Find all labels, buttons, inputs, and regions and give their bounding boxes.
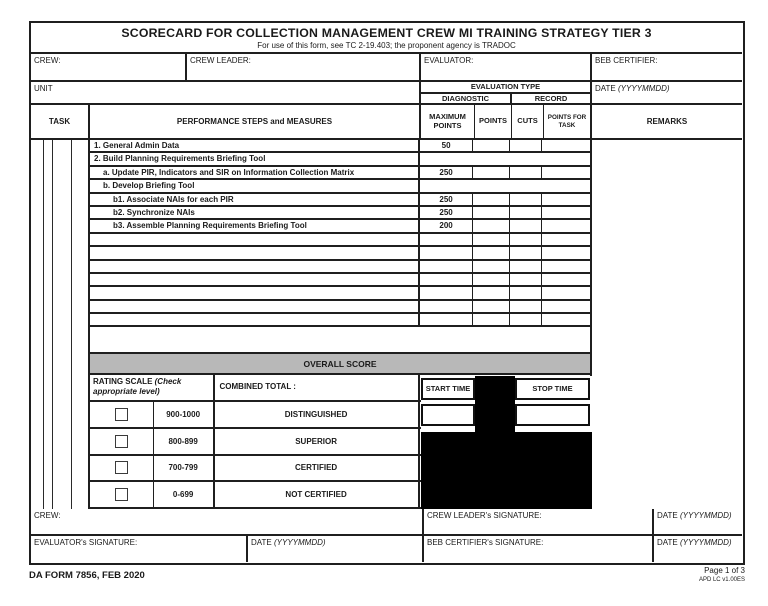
header-row-1 <box>31 54 742 82</box>
perf-row <box>90 153 590 166</box>
step-label-cell <box>90 234 420 245</box>
rating-checkbox[interactable] <box>115 461 128 474</box>
points-cell[interactable] <box>473 287 510 298</box>
form-number: DA FORM 7856, FEB 2020 <box>29 570 145 581</box>
merged-empty-cell <box>420 153 590 164</box>
cuts-cell[interactable] <box>510 261 542 272</box>
step-label-cell: b2. Synchronize NAIs <box>90 207 420 218</box>
points-for-task-cell[interactable] <box>542 314 590 325</box>
points-for-task-cell[interactable] <box>542 207 590 218</box>
points-cell[interactable] <box>473 207 510 218</box>
max-points-cell[interactable] <box>420 234 474 245</box>
time-zone <box>421 376 592 509</box>
perf-row <box>90 261 590 274</box>
record-option[interactable]: RECORD <box>534 93 568 103</box>
perf-row <box>90 167 590 180</box>
rating-scale-label: RATING SCALE (Check appropriate level) <box>90 375 215 400</box>
overall-score-bar: OVERALL SCORE <box>90 354 590 375</box>
cuts-cell[interactable] <box>510 234 542 245</box>
col-task: TASK <box>31 105 90 138</box>
step-label-cell: 2. Build Planning Requirements Briefing Tool <box>90 153 420 164</box>
rating-range: 800-899 <box>154 429 215 454</box>
evaluator-label: EVALUATOR: <box>424 56 474 65</box>
points-for-task-cell[interactable] <box>542 261 590 272</box>
points-cell[interactable] <box>473 247 510 258</box>
points-cell[interactable] <box>473 140 510 151</box>
step-label-cell: b1. Associate NAIs for each PIR <box>90 194 420 205</box>
perf-row <box>90 247 590 260</box>
cuts-cell[interactable] <box>510 314 542 325</box>
points-for-task-cell[interactable] <box>542 301 590 312</box>
col-max-points: MAXIMUM POINTS <box>421 105 475 138</box>
points-cell[interactable] <box>473 220 510 231</box>
evaluation-type-block <box>421 82 592 103</box>
step-label-cell <box>90 247 420 258</box>
cuts-cell[interactable] <box>510 274 542 285</box>
points-for-task-cell[interactable] <box>542 234 590 245</box>
date-label: DATE <box>595 84 616 93</box>
max-points-cell[interactable] <box>420 247 474 258</box>
cuts-cell[interactable] <box>510 167 542 178</box>
max-points-cell[interactable]: 250 <box>420 207 474 218</box>
evaluation-type-options <box>421 94 590 104</box>
apd-version: APD LC v1.00ES <box>698 577 745 583</box>
rating-checkbox[interactable] <box>115 488 128 501</box>
perf-row <box>90 287 590 300</box>
start-time-header: START TIME <box>421 378 475 400</box>
evaluator-signature-row <box>31 536 742 563</box>
form-subtitle: For use of this form, see TC 2-19.403; the proponent agency is TRADOC <box>257 41 516 50</box>
points-for-task-cell[interactable] <box>542 167 590 178</box>
step-label-cell: b. Develop Briefing Tool <box>90 180 420 191</box>
points-cell[interactable] <box>473 314 510 325</box>
rating-label: NOT CERTIFIED <box>215 482 420 507</box>
rating-label: DISTINGUISHED <box>215 402 420 427</box>
step-label-cell: 1. General Admin Data <box>90 140 420 151</box>
page-indicator: Page 1 of 3 <box>704 566 745 575</box>
max-points-cell[interactable]: 250 <box>420 167 474 178</box>
cuts-cell[interactable] <box>510 194 542 205</box>
stop-time-field[interactable] <box>515 404 590 426</box>
step-label-cell <box>90 287 420 298</box>
beb-certifier-date-field[interactable]: DATE (YYYYMMDD) <box>657 537 732 547</box>
da-form-7856 <box>29 21 745 565</box>
col-remarks: REMARKS <box>646 116 688 126</box>
max-points-cell[interactable] <box>420 314 474 325</box>
stop-time-header: STOP TIME <box>515 378 590 400</box>
points-cell[interactable] <box>473 234 510 245</box>
header-row-2 <box>31 82 742 105</box>
perf-row <box>90 234 590 247</box>
start-time-field[interactable] <box>421 404 475 426</box>
perf-row <box>90 314 590 327</box>
evaluator-field[interactable] <box>421 54 592 80</box>
perf-row <box>90 274 590 287</box>
redacted-black-block <box>421 432 592 509</box>
col-cuts: CUTS <box>512 105 544 138</box>
rating-checkbox-cell <box>90 402 154 427</box>
form-title-block <box>31 23 742 54</box>
crew-leader-field[interactable] <box>187 54 421 80</box>
points-cell[interactable] <box>473 167 510 178</box>
perf-row <box>90 220 590 233</box>
beb-certifier-field[interactable] <box>592 54 742 80</box>
col-points: POINTS <box>475 105 512 138</box>
cuts-cell[interactable] <box>510 247 542 258</box>
evaluator-date-field[interactable]: DATE (YYYYMMDD) <box>248 536 424 563</box>
table-header-row <box>31 105 742 140</box>
max-points-cell[interactable]: 200 <box>420 220 474 231</box>
form-title: SCORECARD FOR COLLECTION MANAGEMENT CREW MI TRAINING STRATEGY TIER 3 <box>121 26 652 40</box>
perf-row <box>90 207 590 220</box>
points-for-task-cell[interactable] <box>542 247 590 258</box>
unit-label: UNIT <box>34 84 53 93</box>
merged-empty-cell <box>420 180 590 191</box>
crew-field[interactable] <box>31 54 187 80</box>
rating-checkbox-cell <box>90 482 154 507</box>
perf-row <box>90 140 590 153</box>
col-points-for-task: POINTS FOR TASK <box>544 105 592 138</box>
max-points-cell[interactable] <box>420 287 474 298</box>
points-cell[interactable] <box>473 274 510 285</box>
step-label-cell <box>90 301 420 312</box>
crew-leader-date-field[interactable]: DATE (YYYYMMDD) <box>657 511 732 520</box>
max-points-cell[interactable] <box>420 261 474 272</box>
cuts-cell[interactable] <box>510 140 542 151</box>
rating-checkbox[interactable] <box>115 408 128 421</box>
rating-label: SUPERIOR <box>215 429 420 454</box>
max-points-cell[interactable]: 250 <box>420 194 474 205</box>
points-cell[interactable] <box>473 261 510 272</box>
task-subcolumn-line <box>43 140 44 509</box>
max-points-cell[interactable] <box>420 301 474 312</box>
points-for-task-cell[interactable] <box>542 287 590 298</box>
rating-range: 700-799 <box>154 456 215 481</box>
diagnostic-option[interactable]: DIAGNOSTIC <box>421 94 512 104</box>
task-column[interactable] <box>31 140 90 509</box>
points-cell[interactable] <box>473 301 510 312</box>
cuts-cell[interactable] <box>510 207 542 218</box>
task-subcolumn-line <box>52 140 53 509</box>
perf-row <box>90 180 590 193</box>
combined-total-field[interactable]: COMBINED TOTAL : <box>215 375 420 400</box>
max-points-cell[interactable] <box>420 274 474 285</box>
table-body <box>31 140 742 509</box>
col-steps: PERFORMANCE STEPS and MEASURES <box>90 105 421 138</box>
cuts-cell[interactable] <box>510 220 542 231</box>
rating-range: 900-1000 <box>154 402 215 427</box>
rating-checkbox[interactable] <box>115 435 128 448</box>
rating-range: 0-699 <box>154 482 215 507</box>
beb-certifier-signature-field[interactable]: BEB CERTIFIER's SIGNATURE: <box>424 536 654 563</box>
crew-bottom-field[interactable]: CREW: <box>31 509 424 534</box>
rating-checkbox-cell <box>90 429 154 454</box>
remarks-column[interactable] <box>592 140 742 509</box>
beb-certifier-label: BEB CERTIFIER: <box>595 56 658 65</box>
points-for-task-cell[interactable] <box>542 274 590 285</box>
step-label-cell: a. Update PIR, Indicators and SIR on Information Collection Matrix <box>90 167 420 178</box>
perf-rows <box>90 140 590 327</box>
blank-wide-row <box>90 327 590 354</box>
rating-label: CERTIFIED <box>215 456 420 481</box>
max-points-cell[interactable]: 50 <box>420 140 474 151</box>
crew-signature-row <box>31 509 742 536</box>
step-label-cell <box>90 314 420 325</box>
task-subcolumn-line <box>71 140 72 509</box>
crew-leader-signature-field[interactable]: CREW LEADER's SIGNATURE: <box>424 509 654 534</box>
points-for-task-cell[interactable] <box>542 194 590 205</box>
perf-row <box>90 301 590 314</box>
perf-row <box>90 194 590 207</box>
cuts-cell[interactable] <box>510 287 542 298</box>
cuts-cell[interactable] <box>510 301 542 312</box>
date-field[interactable]: DATE (YYYYMMDD) <box>595 84 670 93</box>
unit-field[interactable] <box>31 82 421 103</box>
points-for-task-cell[interactable] <box>542 220 590 231</box>
step-label-cell: b3. Assemble Planning Requirements Briefing Tool <box>90 220 420 231</box>
points-cell[interactable] <box>473 194 510 205</box>
evaluator-signature-field[interactable]: EVALUATOR's SIGNATURE: <box>31 536 248 563</box>
evaluation-type-label: EVALUATION TYPE <box>421 82 590 94</box>
crew-leader-label: CREW LEADER: <box>190 56 251 65</box>
step-label-cell <box>90 274 420 285</box>
crew-label: CREW: <box>34 56 61 65</box>
points-for-task-cell[interactable] <box>542 140 590 151</box>
step-label-cell <box>90 261 420 272</box>
rating-checkbox-cell <box>90 456 154 481</box>
